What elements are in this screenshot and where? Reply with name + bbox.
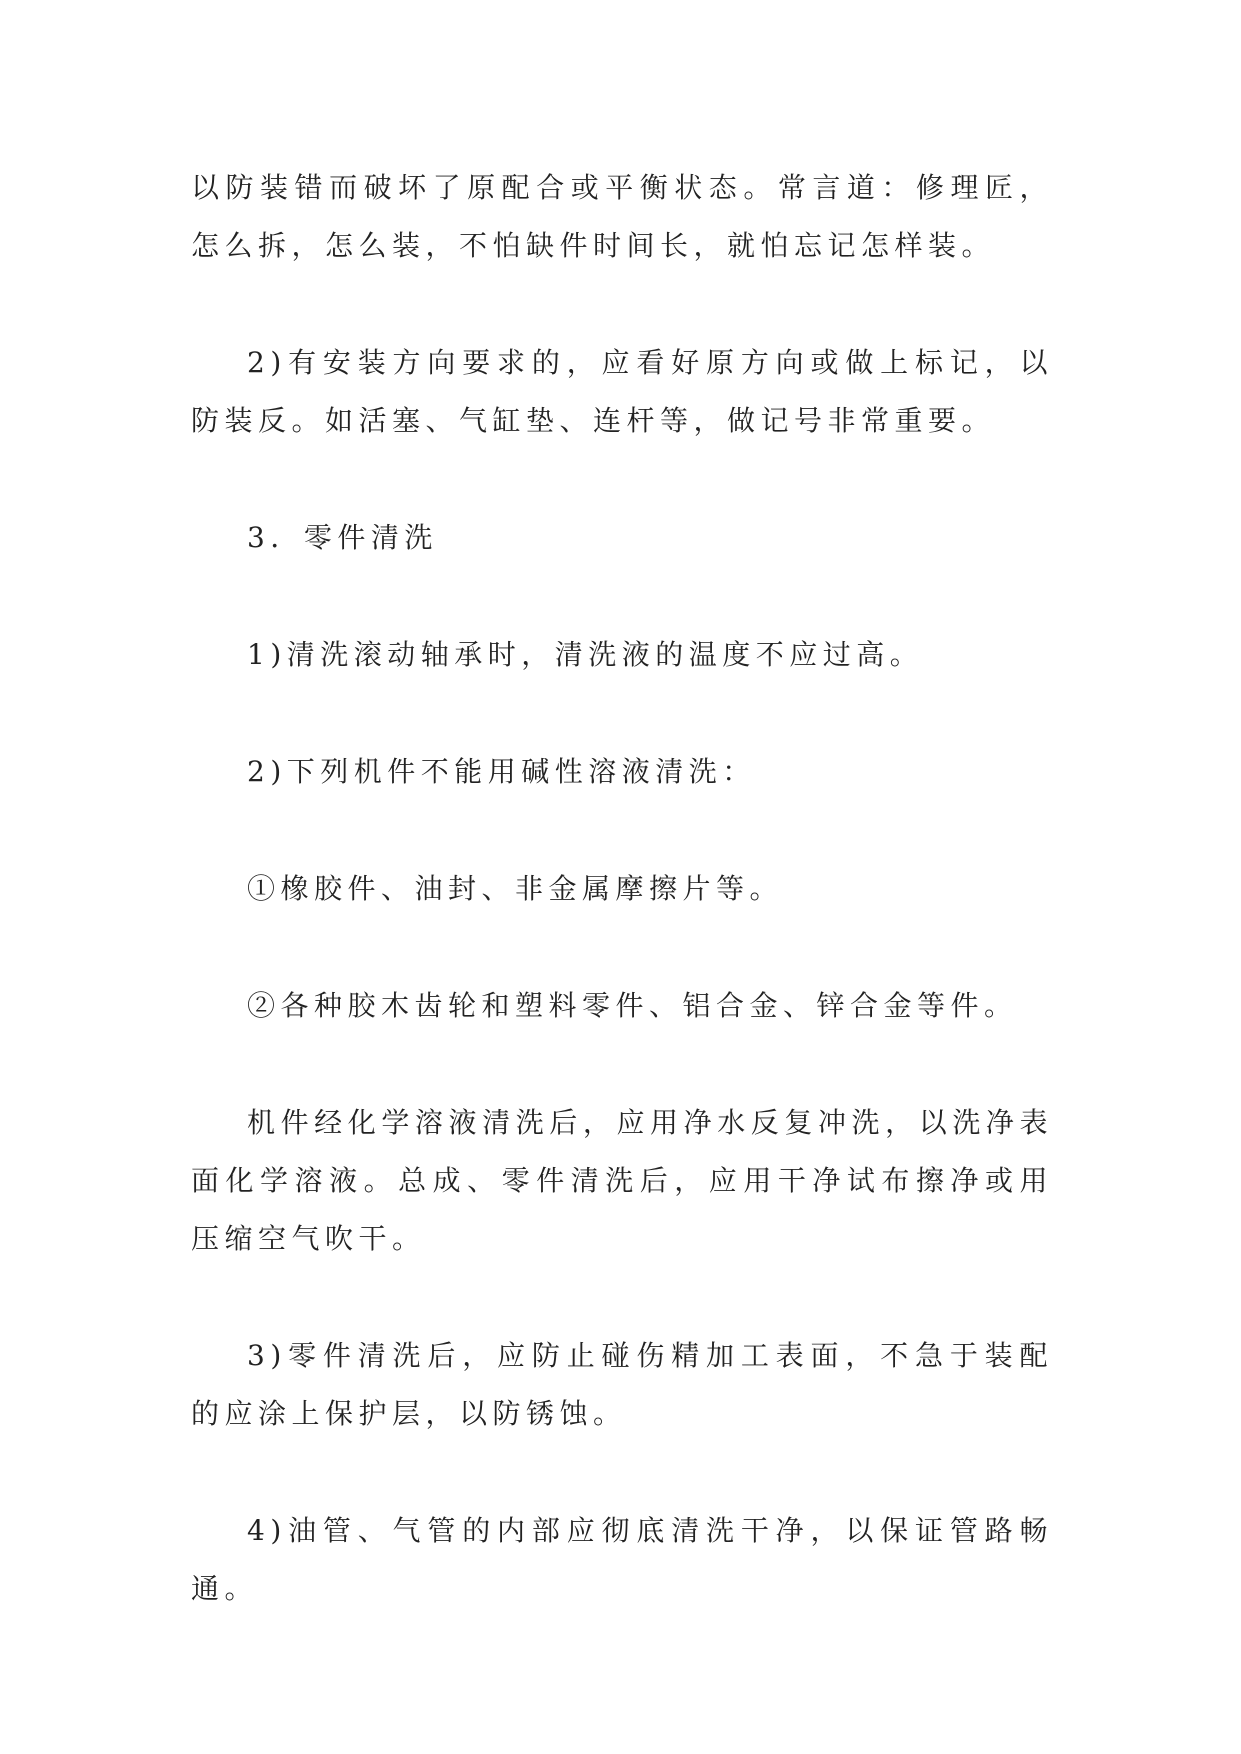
paragraph-continuation: 以防装错而破坏了原配合或平衡状态。常言道：修理匠，怎么拆，怎么装，不怕缺件时间长，就怕忘记怎样装。 (191, 171, 1053, 262)
list-item-rubber-parts: ①橡胶件、油封、非金属摩擦片等。 (247, 872, 784, 905)
section-heading-part-cleaning: 3．零件清洗 (247, 521, 438, 554)
paragraph-rinse-dry: 机件经化学溶液清洗后，应用净水反复冲洗，以洗净表面化学溶液。总成、零件清洗后，应用干净试布擦净或用压缩空气吹干。 (191, 1106, 1053, 1255)
paragraph-pipe-cleaning: 4)油管、气管的内部应彻底清洗干净，以保证管路畅通。 (191, 1514, 1053, 1605)
paragraph-protect-surface: 3)零件清洗后，应防止碰伤精加工表面，不急于装配的应涂上保护层，以防锈蚀。 (191, 1339, 1053, 1430)
list-item-bakelite-parts: ②各种胶木齿轮和塑料零件、铝合金、锌合金等件。 (247, 989, 1018, 1022)
paragraph-install-direction: 2)有安装方向要求的，应看好原方向或做上标记，以防装反。如活塞、气缸垫、连杆等，做记号非常重要。 (191, 346, 1053, 437)
paragraph-alkaline-restriction: 2)下列机件不能用碱性溶液清洗： (247, 755, 756, 788)
paragraph-bearing-cleaning: 1)清洗滚动轴承时，清洗液的温度不应过高。 (247, 638, 924, 671)
document-body (191, 159, 1053, 1677)
